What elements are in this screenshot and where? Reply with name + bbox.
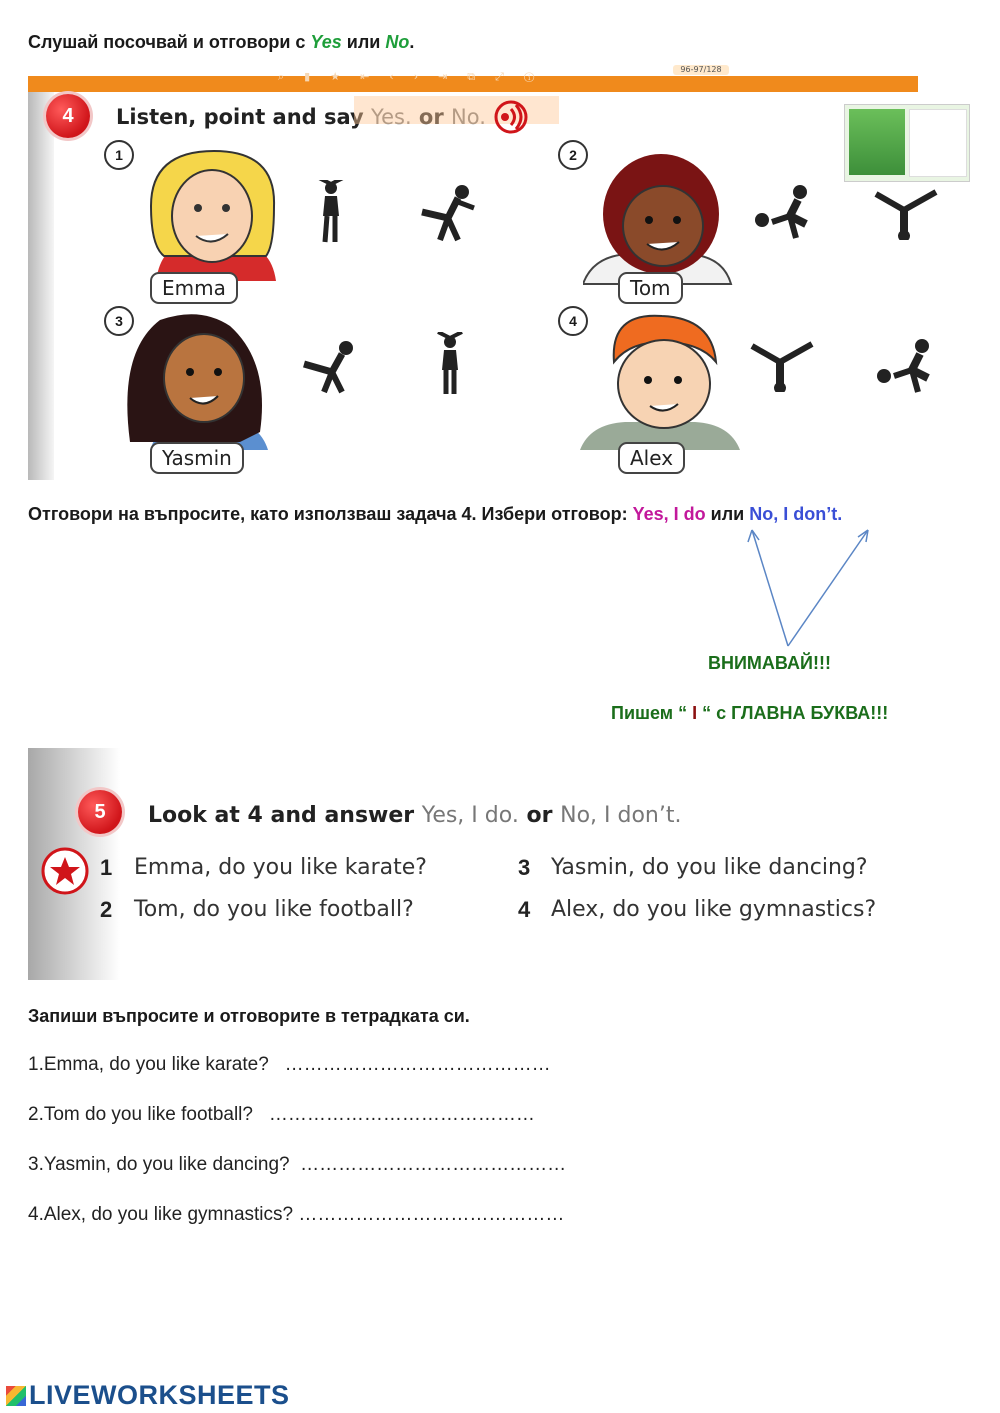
answer-blank[interactable]: …………………………………… bbox=[284, 1054, 551, 1075]
name-tag-emma: Emma bbox=[150, 272, 238, 304]
alex-portrait bbox=[580, 312, 740, 452]
warning-title: ВНИМАВАЙ!!! bbox=[708, 653, 831, 673]
name-tag-alex: Alex bbox=[618, 442, 685, 474]
write-line-3: 3.Yasmin, do you like dancing? …………………………………… bbox=[28, 1154, 567, 1175]
karate-silhouette bbox=[418, 184, 478, 244]
karate-silhouette bbox=[300, 340, 360, 394]
yes-answer-label: Yes, I do bbox=[632, 504, 706, 524]
exercise-4-panel bbox=[28, 65, 972, 480]
no-answer-label: No, I don’t. bbox=[749, 504, 843, 524]
question-text: Alex, do you like gymnastics? bbox=[551, 897, 877, 922]
item-number-4: 4 bbox=[558, 306, 588, 336]
instruction-write: Запиши въпросите и отговорите в тетрадката си. bbox=[28, 1006, 470, 1026]
ballet-silhouette bbox=[311, 180, 351, 244]
gymnastics-silhouette bbox=[874, 188, 940, 240]
football-silhouette bbox=[752, 184, 818, 240]
write-line-1: 1.Emma, do you like karate? …………………………………… bbox=[28, 1054, 551, 1075]
write-line-2: 2.Tom do you like football? …………………………………… bbox=[28, 1104, 535, 1125]
football-silhouette bbox=[874, 338, 940, 394]
exercise-title: Look at 4 and answer Yes, I do. or No, I don’t. bbox=[148, 803, 682, 828]
exercise-number-badge: 5 bbox=[78, 790, 122, 834]
question-number: 4 bbox=[518, 897, 531, 922]
book-thumbnail[interactable] bbox=[844, 104, 970, 182]
yasmin-portrait bbox=[120, 312, 272, 452]
answer-blank[interactable]: …………………………………… bbox=[268, 1104, 535, 1125]
audio-speaker-icon[interactable] bbox=[494, 100, 534, 134]
page-shadow bbox=[28, 76, 54, 480]
question-number: 2 bbox=[100, 897, 113, 922]
write-line-4: 4.Alex, do you like gymnastics? …………………………………… bbox=[28, 1204, 565, 1225]
question-number: 3 bbox=[518, 855, 531, 880]
liveworksheets-logo[interactable]: LIVEWORKSHEETS bbox=[6, 1380, 290, 1411]
item-number-3: 3 bbox=[104, 306, 134, 336]
exercise-title: Listen, point and say Yes. or No. bbox=[116, 105, 486, 129]
page-indicator[interactable]: 96-97/128 bbox=[673, 65, 729, 75]
instruction-answer: Отговори на въпросите, като използваш задача 4. Избери отговор: Yes, I do или No, I don’t. bbox=[28, 504, 843, 524]
exercise-5-panel bbox=[28, 748, 972, 980]
item-number-2: 2 bbox=[558, 140, 588, 170]
answer-blank[interactable]: …………………………………… bbox=[300, 1154, 567, 1175]
name-tag-yasmin: Yasmin bbox=[150, 442, 244, 474]
pointer-arrows bbox=[740, 524, 880, 654]
warning-capital-i: Пишем “ I “ с ГЛАВНА БУКВА!!! bbox=[611, 703, 889, 723]
item-number-1: 1 bbox=[104, 140, 134, 170]
question-text: Emma, do you like karate? bbox=[134, 855, 427, 880]
ballet-silhouette bbox=[430, 332, 470, 396]
answer-blank[interactable]: …………………………………… bbox=[298, 1204, 565, 1225]
question-number: 1 bbox=[100, 855, 113, 880]
star-icon bbox=[40, 846, 90, 896]
emma-portrait bbox=[146, 146, 281, 286]
instruction-listen: Слушай посочвай и отговори с Yes или No. bbox=[28, 32, 415, 52]
tom-portrait bbox=[583, 144, 733, 289]
logo-icon bbox=[6, 1386, 26, 1406]
orange-toolbar bbox=[28, 65, 918, 92]
yes-word: Yes bbox=[310, 32, 342, 52]
name-tag-tom: Tom bbox=[618, 272, 683, 304]
question-text: Yasmin, do you like dancing? bbox=[551, 855, 868, 880]
exercise-number-badge: 4 bbox=[46, 94, 90, 138]
gymnastics-silhouette bbox=[750, 340, 816, 392]
no-word: No bbox=[385, 32, 410, 52]
viewer-toolbar-icons[interactable]: ⌕▮★⇤‹›⇥⧉⤢ⓘ 96-97/128 bbox=[278, 70, 658, 84]
question-text: Tom, do you like football? bbox=[134, 897, 414, 922]
